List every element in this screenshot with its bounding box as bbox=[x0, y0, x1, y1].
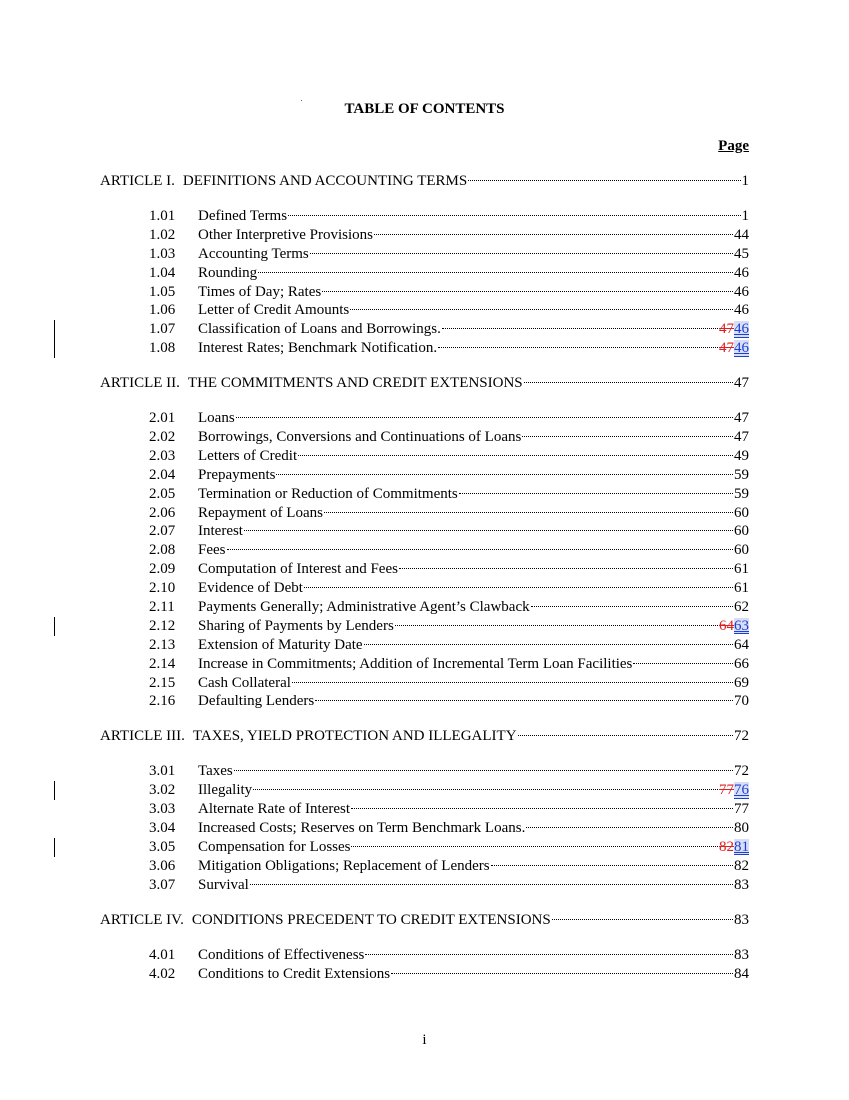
article-label: ARTICLE I. bbox=[100, 173, 175, 189]
page-value: 83 bbox=[734, 946, 749, 963]
page-value: 45 bbox=[734, 245, 749, 262]
section-number: 1.01 bbox=[149, 208, 176, 224]
dot-leader bbox=[236, 417, 733, 418]
section-page-number bbox=[734, 245, 749, 264]
section-page-number bbox=[719, 339, 749, 358]
section-number: 2.04 bbox=[149, 466, 176, 483]
section-number: 2.02 bbox=[149, 429, 176, 446]
section-entry[interactable] bbox=[100, 320, 749, 339]
section-number: 4.01 bbox=[149, 946, 176, 963]
article-entry[interactable] bbox=[100, 911, 749, 930]
section-title: Termination or Reduction of Commitments bbox=[198, 485, 458, 502]
section-number: 3.04 bbox=[149, 820, 176, 837]
section-number: 3.02 bbox=[149, 782, 176, 799]
section-number: 4.02 bbox=[149, 965, 176, 982]
section-entry[interactable] bbox=[100, 636, 749, 655]
section-entry[interactable] bbox=[100, 560, 749, 579]
page-value: 83 bbox=[734, 876, 749, 893]
section-page-number bbox=[734, 541, 749, 560]
article-page-number: 83 bbox=[734, 911, 749, 928]
article-page-number: 72 bbox=[734, 728, 749, 745]
dot-leader bbox=[253, 789, 718, 790]
section-title: Fees bbox=[198, 542, 226, 559]
section-page-number bbox=[734, 965, 749, 984]
dot-leader bbox=[399, 568, 733, 569]
page-value: 46 bbox=[734, 264, 749, 281]
section-entry[interactable] bbox=[100, 800, 749, 819]
page-value: 84 bbox=[734, 965, 749, 982]
section-entry[interactable] bbox=[100, 692, 749, 711]
section-title: Repayment of Loans bbox=[198, 504, 323, 521]
dot-leader bbox=[552, 919, 733, 920]
article-page-number: 1 bbox=[741, 173, 749, 189]
revision-change-bar bbox=[54, 320, 55, 339]
section-entry[interactable] bbox=[100, 339, 749, 358]
dot-leader bbox=[315, 700, 733, 701]
section-title: Defined Terms bbox=[198, 208, 288, 224]
dot-leader bbox=[365, 954, 733, 955]
section-title: Loans bbox=[198, 410, 235, 427]
section-number: 3.06 bbox=[149, 857, 176, 874]
section-title: Cash Collateral bbox=[198, 674, 291, 691]
section-entry[interactable] bbox=[100, 301, 749, 320]
inserted-page-number[interactable]: 63 bbox=[734, 617, 749, 634]
section-entry[interactable] bbox=[100, 838, 749, 857]
section-page-number bbox=[734, 466, 749, 485]
article-label: ARTICLE II. bbox=[100, 375, 180, 392]
dot-leader bbox=[522, 436, 733, 437]
article-title: THE COMMITMENTS AND CREDIT EXTENSIONS bbox=[187, 375, 523, 392]
page-value: 49 bbox=[734, 447, 749, 464]
dot-leader bbox=[374, 234, 733, 235]
dot-leader bbox=[468, 180, 740, 181]
section-number: 2.05 bbox=[149, 485, 176, 502]
section-list bbox=[100, 207, 749, 358]
section-entry[interactable] bbox=[100, 428, 749, 447]
section-entry[interactable] bbox=[100, 541, 749, 560]
deleted-page-number: 47 bbox=[719, 321, 734, 338]
section-entry[interactable] bbox=[100, 946, 749, 965]
section-list bbox=[100, 762, 749, 894]
section-page-number bbox=[734, 301, 749, 320]
section-title: Evidence of Debt bbox=[198, 580, 303, 597]
dot-leader bbox=[364, 644, 733, 645]
dot-leader bbox=[234, 770, 733, 771]
inserted-page-number[interactable]: 46 bbox=[734, 340, 749, 357]
section-page-number bbox=[734, 800, 749, 819]
dot-leader bbox=[276, 474, 733, 475]
inserted-page-number[interactable]: 46 bbox=[734, 321, 749, 338]
section-title: Rounding bbox=[198, 264, 258, 281]
section-title: Letters of Credit bbox=[198, 447, 298, 464]
dot-leader bbox=[395, 625, 718, 626]
section-title: Survival bbox=[198, 876, 249, 893]
section-page-number bbox=[734, 283, 749, 302]
section-page-number bbox=[734, 636, 749, 655]
revision-change-bar bbox=[54, 339, 55, 358]
page-value: 62 bbox=[734, 599, 749, 616]
section-entry[interactable] bbox=[100, 617, 749, 636]
section-entry[interactable] bbox=[100, 655, 749, 674]
section-title: Taxes bbox=[198, 763, 233, 780]
article-title: CONDITIONS PRECEDENT TO CREDIT EXTENSIONS bbox=[191, 911, 551, 928]
dot-leader bbox=[310, 253, 733, 254]
section-title: Prepayments bbox=[198, 466, 276, 483]
page-value: 61 bbox=[734, 561, 749, 578]
section-page-number bbox=[719, 320, 749, 339]
section-list bbox=[100, 946, 749, 984]
page-value: 46 bbox=[734, 302, 749, 319]
article-entry[interactable] bbox=[100, 374, 749, 393]
inserted-page-number[interactable]: 76 bbox=[734, 782, 749, 799]
section-page-number bbox=[734, 226, 749, 245]
article-entry[interactable] bbox=[100, 172, 749, 191]
section-entry[interactable] bbox=[100, 504, 749, 523]
page-value: 59 bbox=[734, 485, 749, 502]
section-number: 2.11 bbox=[149, 599, 175, 616]
page-value: 82 bbox=[734, 857, 749, 874]
page-value: 60 bbox=[734, 542, 749, 559]
section-page-number bbox=[734, 598, 749, 617]
section-page-number bbox=[734, 409, 749, 428]
section-page-number bbox=[734, 504, 749, 523]
section-entry[interactable] bbox=[100, 466, 749, 485]
section-number: 2.10 bbox=[149, 580, 176, 597]
section-title: Payments Generally; Administrative Agent’s Clawback bbox=[198, 599, 530, 616]
section-number: 2.15 bbox=[149, 674, 176, 691]
article-entry[interactable] bbox=[100, 727, 749, 746]
section-title: Compensation for Losses bbox=[198, 838, 351, 855]
section-page-number bbox=[734, 447, 749, 466]
section-title: Alternate Rate of Interest bbox=[198, 801, 351, 818]
page-value: 59 bbox=[734, 466, 749, 483]
section-number: 2.16 bbox=[149, 693, 176, 710]
dot-leader bbox=[304, 587, 733, 588]
section-title: Defaulting Lenders bbox=[198, 693, 315, 710]
revision-change-bar bbox=[54, 838, 55, 857]
section-page-number bbox=[734, 485, 749, 504]
section-entry[interactable] bbox=[100, 965, 749, 984]
article-title: TAXES, YIELD PROTECTION AND ILLEGALITY bbox=[192, 728, 517, 745]
section-title: Other Interpretive Provisions bbox=[198, 226, 373, 243]
section-title: Increased Costs; Reserves on Term Benchmark Loans. bbox=[198, 820, 526, 837]
section-title: Interest bbox=[198, 523, 243, 540]
section-number: 1.08 bbox=[149, 340, 176, 357]
dot-leader bbox=[633, 663, 733, 664]
page-value: 66 bbox=[734, 655, 749, 672]
deleted-page-number: 77 bbox=[719, 782, 734, 799]
section-entry[interactable] bbox=[100, 409, 749, 428]
dot-leader bbox=[322, 291, 733, 292]
section-entry[interactable] bbox=[100, 781, 749, 800]
deleted-page-number: 64 bbox=[719, 617, 734, 634]
dot-leader bbox=[351, 846, 718, 847]
section-title: Letter of Credit Amounts bbox=[198, 302, 350, 319]
dot-leader bbox=[298, 455, 733, 456]
section-number: 1.04 bbox=[149, 264, 176, 281]
section-number: 3.07 bbox=[149, 876, 176, 893]
article-page-number: 47 bbox=[734, 375, 749, 392]
section-number: 2.01 bbox=[149, 410, 176, 427]
dot-leader bbox=[442, 328, 718, 329]
deleted-page-number: 82 bbox=[719, 838, 734, 855]
section-entry[interactable] bbox=[100, 264, 749, 283]
section-page-number bbox=[734, 560, 749, 579]
section-title: Accounting Terms bbox=[198, 245, 309, 262]
page-value: 72 bbox=[734, 763, 749, 780]
section-list bbox=[100, 409, 749, 711]
section-entry[interactable] bbox=[100, 522, 749, 541]
section-entry[interactable] bbox=[100, 762, 749, 781]
section-page-number bbox=[734, 264, 749, 283]
dot-leader bbox=[227, 549, 734, 550]
page-value: 60 bbox=[734, 523, 749, 540]
dot-leader bbox=[350, 309, 733, 310]
page-value: 47 bbox=[734, 410, 749, 427]
dot-leader bbox=[244, 530, 733, 531]
section-entry[interactable] bbox=[100, 876, 749, 895]
section-page-number bbox=[734, 655, 749, 674]
section-entry[interactable] bbox=[100, 226, 749, 245]
section-number: 2.03 bbox=[149, 447, 176, 464]
section-page-number bbox=[734, 674, 749, 693]
section-page-number bbox=[734, 522, 749, 541]
section-title: Interest Rates; Benchmark Notification. bbox=[198, 340, 438, 357]
page-value: 64 bbox=[734, 636, 749, 653]
section-number: 1.03 bbox=[149, 245, 176, 262]
section-title: Computation of Interest and Fees bbox=[198, 561, 398, 578]
dot-leader bbox=[491, 865, 733, 866]
article-label: ARTICLE III. bbox=[100, 728, 185, 745]
section-entry[interactable] bbox=[100, 485, 749, 504]
section-page-number bbox=[742, 207, 750, 226]
section-title: Conditions of Effectiveness bbox=[198, 946, 365, 963]
section-entry[interactable] bbox=[100, 245, 749, 264]
page-value: 77 bbox=[734, 801, 749, 818]
section-number: 2.09 bbox=[149, 561, 176, 578]
section-title: Increase in Commitments; Addition of Incremental Term Loan Facilities bbox=[198, 655, 633, 672]
section-entry[interactable] bbox=[100, 579, 749, 598]
page-number-footer: i bbox=[422, 1032, 427, 1048]
revision-change-bar bbox=[54, 781, 55, 800]
section-number: 2.13 bbox=[149, 636, 176, 653]
section-page-number bbox=[734, 857, 749, 876]
section-title: Extension of Maturity Date bbox=[198, 636, 363, 653]
section-title: Times of Day; Rates bbox=[198, 283, 322, 300]
dot-leader bbox=[250, 884, 733, 885]
dot-leader bbox=[531, 606, 733, 607]
dot-leader bbox=[288, 215, 740, 216]
section-title: Borrowings, Conversions and Continuations of Loans bbox=[198, 429, 522, 446]
section-page-number bbox=[734, 876, 749, 895]
document-title: TABLE OF CONTENTS bbox=[344, 101, 505, 117]
article-label: ARTICLE IV. bbox=[100, 911, 184, 928]
page-value: 80 bbox=[734, 820, 749, 837]
section-page-number bbox=[734, 762, 749, 781]
section-page-number bbox=[719, 838, 749, 857]
section-page-number bbox=[734, 579, 749, 598]
revision-change-bar bbox=[54, 617, 55, 636]
section-number: 3.03 bbox=[149, 801, 176, 818]
page-value: 61 bbox=[734, 580, 749, 597]
page-column-heading: Page bbox=[718, 138, 749, 154]
dot-leader bbox=[324, 512, 733, 513]
section-entry[interactable] bbox=[100, 819, 749, 838]
page-value: 69 bbox=[734, 674, 749, 691]
section-page-number bbox=[734, 946, 749, 965]
dot-leader bbox=[292, 682, 733, 683]
section-page-number bbox=[734, 692, 749, 711]
page-value: 1 bbox=[741, 208, 749, 224]
article-title: DEFINITIONS AND ACCOUNTING TERMS bbox=[182, 173, 468, 189]
dot-leader bbox=[518, 735, 733, 736]
dot-leader bbox=[391, 973, 733, 974]
inserted-page-number[interactable]: 81 bbox=[734, 838, 749, 855]
section-title: Mitigation Obligations; Replacement of Lenders bbox=[198, 857, 490, 874]
page-value: 44 bbox=[734, 226, 749, 243]
section-entry[interactable] bbox=[100, 674, 749, 693]
section-number: 2.07 bbox=[149, 523, 176, 540]
dot-leader bbox=[526, 827, 733, 828]
section-entry[interactable] bbox=[100, 447, 749, 466]
page-value: 60 bbox=[734, 504, 749, 521]
dot-leader bbox=[524, 382, 733, 383]
section-page-number bbox=[734, 819, 749, 838]
section-number: 3.05 bbox=[149, 838, 176, 855]
table-of-contents bbox=[100, 172, 749, 983]
section-title: Classification of Loans and Borrowings. bbox=[198, 321, 441, 338]
section-page-number bbox=[734, 428, 749, 447]
section-number: 3.01 bbox=[149, 763, 176, 780]
section-entry[interactable] bbox=[100, 283, 749, 302]
section-number: 2.06 bbox=[149, 504, 176, 521]
section-number: 1.07 bbox=[149, 321, 176, 338]
section-number: 2.14 bbox=[149, 655, 176, 672]
section-number: 1.05 bbox=[149, 283, 176, 300]
section-number: 2.12 bbox=[149, 617, 176, 634]
section-number: 2.08 bbox=[149, 542, 176, 559]
section-title: Illegality bbox=[198, 782, 253, 799]
dot-leader bbox=[258, 272, 733, 273]
dot-leader bbox=[438, 347, 718, 348]
section-entry[interactable] bbox=[100, 857, 749, 876]
section-entry[interactable] bbox=[100, 207, 749, 226]
section-title: Conditions to Credit Extensions bbox=[198, 965, 391, 982]
page-value: 47 bbox=[734, 429, 749, 446]
deleted-page-number: 47 bbox=[719, 340, 734, 357]
section-page-number bbox=[719, 781, 749, 800]
section-page-number bbox=[719, 617, 749, 636]
section-title: Sharing of Payments by Lenders bbox=[198, 617, 394, 634]
page-value: 70 bbox=[734, 693, 749, 710]
section-entry[interactable] bbox=[100, 598, 749, 617]
dot-leader bbox=[351, 808, 733, 809]
page-value: 46 bbox=[734, 283, 749, 300]
dot-leader bbox=[459, 493, 733, 494]
section-number: 1.02 bbox=[149, 226, 176, 243]
section-number: 1.06 bbox=[149, 302, 176, 319]
